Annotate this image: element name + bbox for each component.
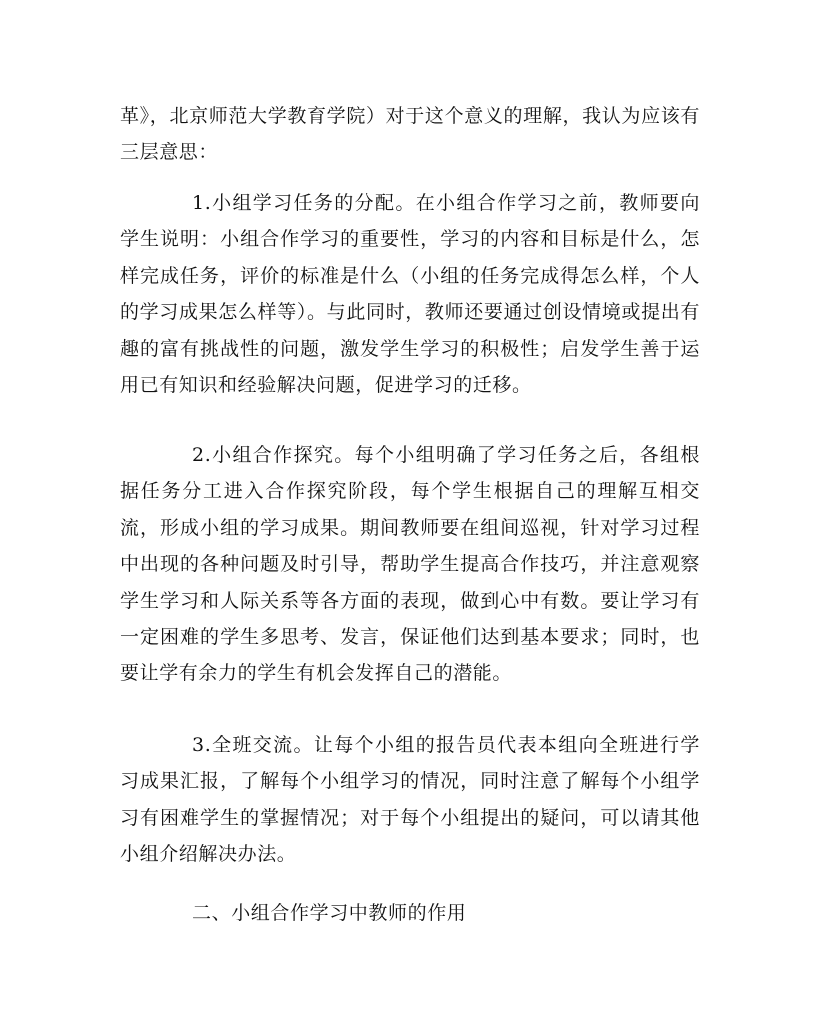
document-page bbox=[120, 0, 700, 1021]
list-item-task-assignment: 1.小组学习任务的分配。在小组合作学习之前，教师要向学生说明：小组合作学习的重要性，学习的内容和目标是什么，怎样完成任务，评价的标准是什么（小组的任务完成得怎么样，个人的学习成果怎么样等）。与此同时，教师还要通过创设情境或提出有趣的富有挑战性的问题，激发学生学习的积极性；启发学生善于运用已有知识和经验解决问题，促进学习的迁移。 bbox=[120, 192, 700, 397]
list-item-class-exchange: 3.全班交流。让每个小组的报告员代表本组向全班进行学习成果汇报，了解每个小组学习的情况，同时注意了解每个小组学习有困难学生的掌握情况；对于每个小组提出的疑问，可以请其他小组介绍解决办法。 bbox=[120, 734, 700, 866]
continuation-paragraph: 革》，北京师范大学教育学院）对于这个意义的理解，我认为应该有三层意思： bbox=[120, 105, 700, 164]
list-item-group-inquiry: 2.小组合作探究。每个小组明确了学习任务之后，各组根据任务分工进入合作探究阶段，每个学生根据自己的理解互相交流，形成小组的学习成果。期间教师要在组间巡视，针对学习过程中出现的各种问题及时引导，帮助学生提高合作技巧，并注意观察学生学习和人际关系等各方面的表现，做到心中有数。要让学习有一定困难的学生多思考、发言，保证他们达到基本要求；同时，也要让学有余力的学生有机会发挥自己的潜能。 bbox=[120, 444, 700, 685]
section-heading: 二、小组合作学习中教师的作用 bbox=[192, 902, 467, 924]
